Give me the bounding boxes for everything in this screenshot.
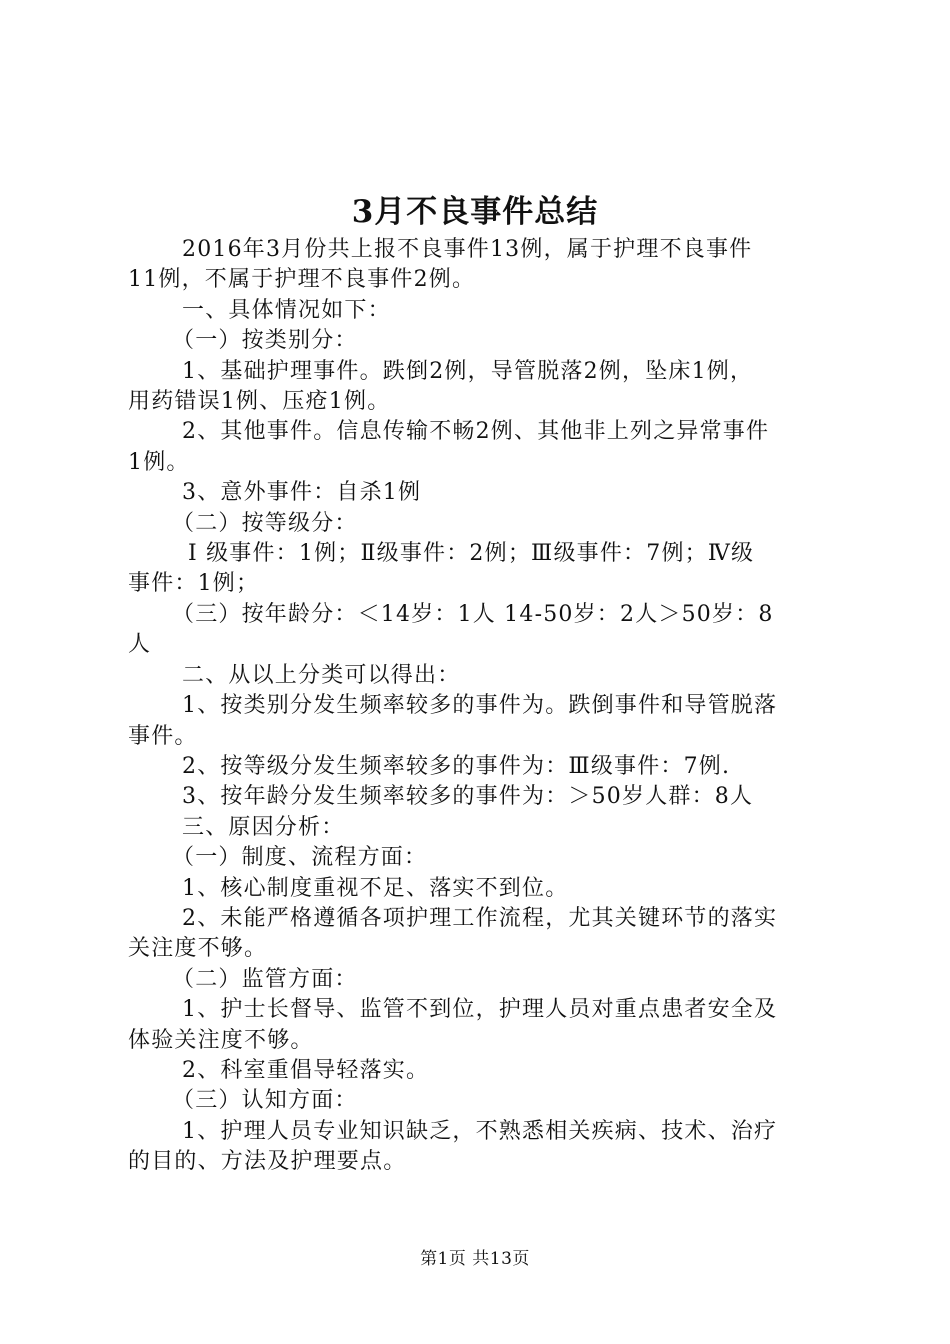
paragraph-line: 事件。	[128, 723, 198, 749]
document-body	[128, 235, 832, 1178]
paragraph-line: 2、科室重倡导轻落实。	[182, 1057, 430, 1083]
paragraph-line: 2、未能严格遵循各项护理工作流程，尤其关键环节的落实	[182, 905, 778, 931]
paragraph-line: 1、按类别分发生频率较多的事件为。跌倒事件和导管脱落	[182, 693, 778, 719]
subsection-heading: （一）按类别分：	[172, 328, 358, 354]
subsection-heading: （三）按年龄分：＜14岁：1人 14-50岁：2人＞50岁：8	[172, 601, 774, 627]
paragraph-line: 1、基础护理事件。跌倒2例，导管脱落2例，坠床1例，	[182, 358, 754, 384]
section-heading: 三、原因分析：	[182, 814, 345, 840]
section-heading: 二、从以上分类可以得出：	[182, 662, 461, 688]
paragraph-line: 1、核心制度重视不足、落实不到位。	[182, 875, 569, 901]
paragraph-line: 的目的、方法及护理要点。	[128, 1149, 407, 1175]
section-heading: 一、具体情况如下：	[182, 297, 391, 323]
subsection-heading: （二）按等级分：	[172, 510, 358, 536]
document-title: 3月不良事件总结	[351, 194, 599, 230]
paragraph-line: 事件：1例；	[128, 571, 260, 597]
paragraph-line: 体验关注度不够。	[128, 1027, 314, 1053]
subsection-heading: （一）制度、流程方面：	[172, 845, 428, 871]
paragraph-line: 人	[128, 632, 152, 658]
paragraph-line: 2016年3月份共上报不良事件13例，属于护理不良事件	[182, 237, 753, 262]
paragraph-line: Ⅰ 级事件：1例；Ⅱ级事件：2例；Ⅲ级事件：7例；Ⅳ级	[188, 541, 755, 567]
page-footer: 第1页 共13页	[420, 1249, 530, 1269]
paragraph-line: 1例。	[128, 449, 190, 475]
paragraph-line: 1、护士长督导、监管不到位，护理人员对重点患者安全及	[182, 997, 778, 1023]
paragraph-line: 11例，不属于护理不良事件2例。	[128, 267, 476, 293]
subsection-heading: （三）认知方面：	[172, 1088, 358, 1114]
paragraph-line: 关注度不够。	[128, 936, 268, 962]
paragraph-line: 1、护理人员专业知识缺乏，不熟悉相关疾病、技术、治疗	[182, 1118, 778, 1144]
paragraph-line: 用药错误1例、压疮1例。	[128, 389, 391, 415]
paragraph-line: 2、其他事件。信息传输不畅2例、其他非上列之异常事件	[182, 419, 770, 445]
paragraph-line: 3、意外事件：自杀1例	[182, 480, 422, 506]
subsection-heading: （二）监管方面：	[172, 966, 358, 992]
paragraph-line: 3、按年龄分发生频率较多的事件为：＞50岁人群：8人	[182, 784, 754, 810]
paragraph-line: 2、按等级分发生频率较多的事件为：Ⅲ级事件：7例.	[182, 753, 731, 779]
